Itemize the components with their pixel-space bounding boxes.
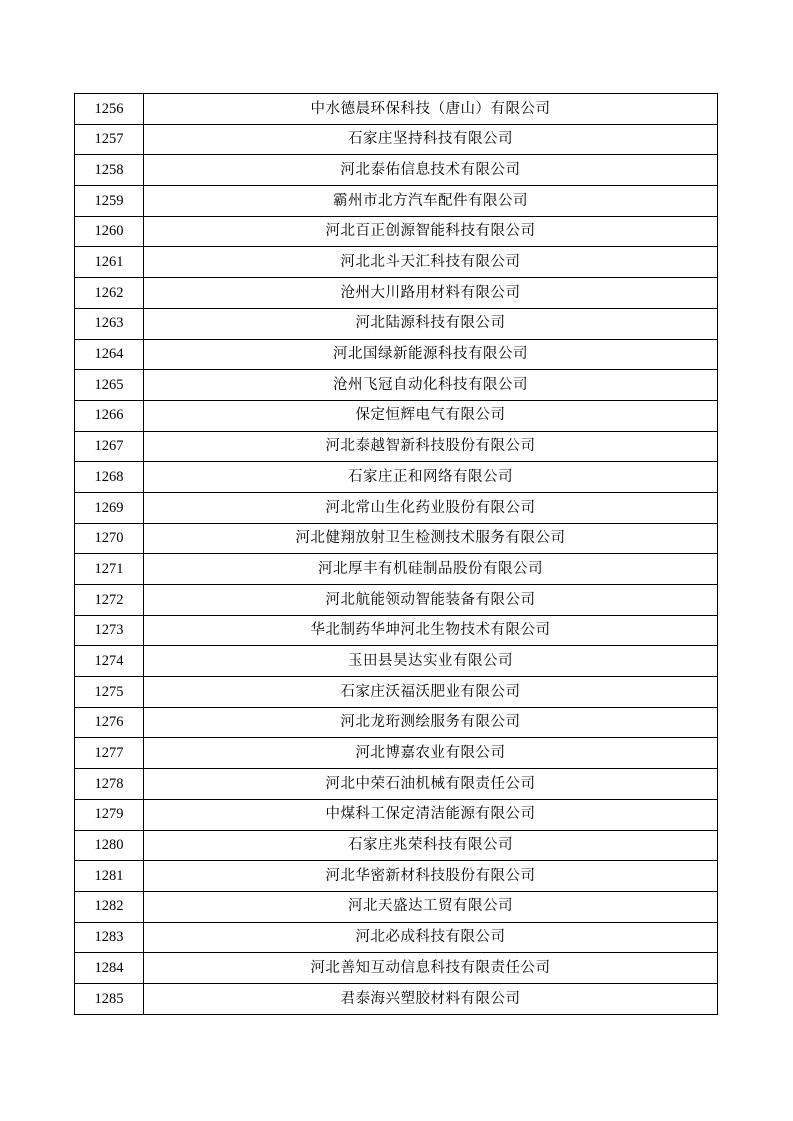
row-number: 1267 bbox=[75, 431, 144, 462]
row-number: 1270 bbox=[75, 523, 144, 554]
company-name: 河北厚丰有机硅制品股份有限公司 bbox=[144, 554, 718, 585]
table-row bbox=[75, 738, 718, 769]
row-number: 1268 bbox=[75, 462, 144, 493]
table-row bbox=[75, 492, 718, 523]
company-name: 华北制药华坤河北生物技术有限公司 bbox=[144, 615, 718, 646]
company-name: 石家庄兆荣科技有限公司 bbox=[144, 830, 718, 861]
table-row bbox=[75, 155, 718, 186]
table-row bbox=[75, 124, 718, 155]
row-number: 1285 bbox=[75, 983, 144, 1014]
table-row bbox=[75, 891, 718, 922]
company-name: 河北必成科技有限公司 bbox=[144, 922, 718, 953]
row-number: 1273 bbox=[75, 615, 144, 646]
row-number: 1274 bbox=[75, 646, 144, 677]
company-name: 河北常山生化药业股份有限公司 bbox=[144, 492, 718, 523]
table-row bbox=[75, 769, 718, 800]
company-name: 河北天盛达工贸有限公司 bbox=[144, 891, 718, 922]
company-name: 沧州大川路用材料有限公司 bbox=[144, 278, 718, 309]
company-name: 玉田县昊达实业有限公司 bbox=[144, 646, 718, 677]
row-number: 1256 bbox=[75, 94, 144, 125]
company-name: 河北百正创源智能科技有限公司 bbox=[144, 216, 718, 247]
company-name: 河北博嘉农业有限公司 bbox=[144, 738, 718, 769]
table-row bbox=[75, 922, 718, 953]
company-name: 河北中荣石油机械有限责任公司 bbox=[144, 769, 718, 800]
table-row bbox=[75, 339, 718, 370]
table-row bbox=[75, 861, 718, 892]
row-number: 1269 bbox=[75, 492, 144, 523]
company-name: 中水德晨环保科技（唐山）有限公司 bbox=[144, 94, 718, 125]
row-number: 1257 bbox=[75, 124, 144, 155]
table-row bbox=[75, 707, 718, 738]
table-row bbox=[75, 308, 718, 339]
table-row bbox=[75, 462, 718, 493]
row-number: 1258 bbox=[75, 155, 144, 186]
company-list-body bbox=[75, 94, 718, 1015]
company-name: 河北善知互动信息科技有限责任公司 bbox=[144, 953, 718, 984]
table-row bbox=[75, 523, 718, 554]
row-number: 1282 bbox=[75, 891, 144, 922]
company-name: 石家庄沃福沃肥业有限公司 bbox=[144, 677, 718, 708]
table-row bbox=[75, 247, 718, 278]
company-name: 河北健翔放射卫生检测技术服务有限公司 bbox=[144, 523, 718, 554]
table-row bbox=[75, 646, 718, 677]
row-number: 1283 bbox=[75, 922, 144, 953]
row-number: 1262 bbox=[75, 278, 144, 309]
row-number: 1261 bbox=[75, 247, 144, 278]
table-row bbox=[75, 585, 718, 616]
company-name: 霸州市北方汽车配件有限公司 bbox=[144, 186, 718, 217]
company-name: 沧州飞冠自动化科技有限公司 bbox=[144, 370, 718, 401]
row-number: 1278 bbox=[75, 769, 144, 800]
row-number: 1263 bbox=[75, 308, 144, 339]
row-number: 1276 bbox=[75, 707, 144, 738]
table-row bbox=[75, 953, 718, 984]
row-number: 1281 bbox=[75, 861, 144, 892]
table-row bbox=[75, 615, 718, 646]
row-number: 1272 bbox=[75, 585, 144, 616]
table-row bbox=[75, 677, 718, 708]
company-name: 河北华密新材科技股份有限公司 bbox=[144, 861, 718, 892]
table-row bbox=[75, 799, 718, 830]
company-name: 河北泰佑信息技术有限公司 bbox=[144, 155, 718, 186]
company-name: 河北泰越智新科技股份有限公司 bbox=[144, 431, 718, 462]
table-row bbox=[75, 431, 718, 462]
company-name: 石家庄正和网络有限公司 bbox=[144, 462, 718, 493]
row-number: 1266 bbox=[75, 400, 144, 431]
table-row bbox=[75, 186, 718, 217]
row-number: 1271 bbox=[75, 554, 144, 585]
company-name: 河北航能领动智能装备有限公司 bbox=[144, 585, 718, 616]
table-row bbox=[75, 278, 718, 309]
company-name: 河北国绿新能源科技有限公司 bbox=[144, 339, 718, 370]
table-row bbox=[75, 983, 718, 1014]
table-row bbox=[75, 554, 718, 585]
company-name: 君泰海兴塑胶材料有限公司 bbox=[144, 983, 718, 1014]
company-name: 河北陆源科技有限公司 bbox=[144, 308, 718, 339]
table-row bbox=[75, 216, 718, 247]
company-name: 石家庄坚持科技有限公司 bbox=[144, 124, 718, 155]
company-name: 保定恒辉电气有限公司 bbox=[144, 400, 718, 431]
table-row bbox=[75, 400, 718, 431]
row-number: 1264 bbox=[75, 339, 144, 370]
company-name: 河北龙珩测绘服务有限公司 bbox=[144, 707, 718, 738]
row-number: 1275 bbox=[75, 677, 144, 708]
row-number: 1277 bbox=[75, 738, 144, 769]
company-list-table bbox=[74, 93, 718, 1015]
row-number: 1265 bbox=[75, 370, 144, 401]
row-number: 1279 bbox=[75, 799, 144, 830]
row-number: 1260 bbox=[75, 216, 144, 247]
company-name: 河北北斗天汇科技有限公司 bbox=[144, 247, 718, 278]
table-row bbox=[75, 94, 718, 125]
table-row bbox=[75, 370, 718, 401]
table-row bbox=[75, 830, 718, 861]
company-name: 中煤科工保定清洁能源有限公司 bbox=[144, 799, 718, 830]
row-number: 1259 bbox=[75, 186, 144, 217]
row-number: 1280 bbox=[75, 830, 144, 861]
row-number: 1284 bbox=[75, 953, 144, 984]
